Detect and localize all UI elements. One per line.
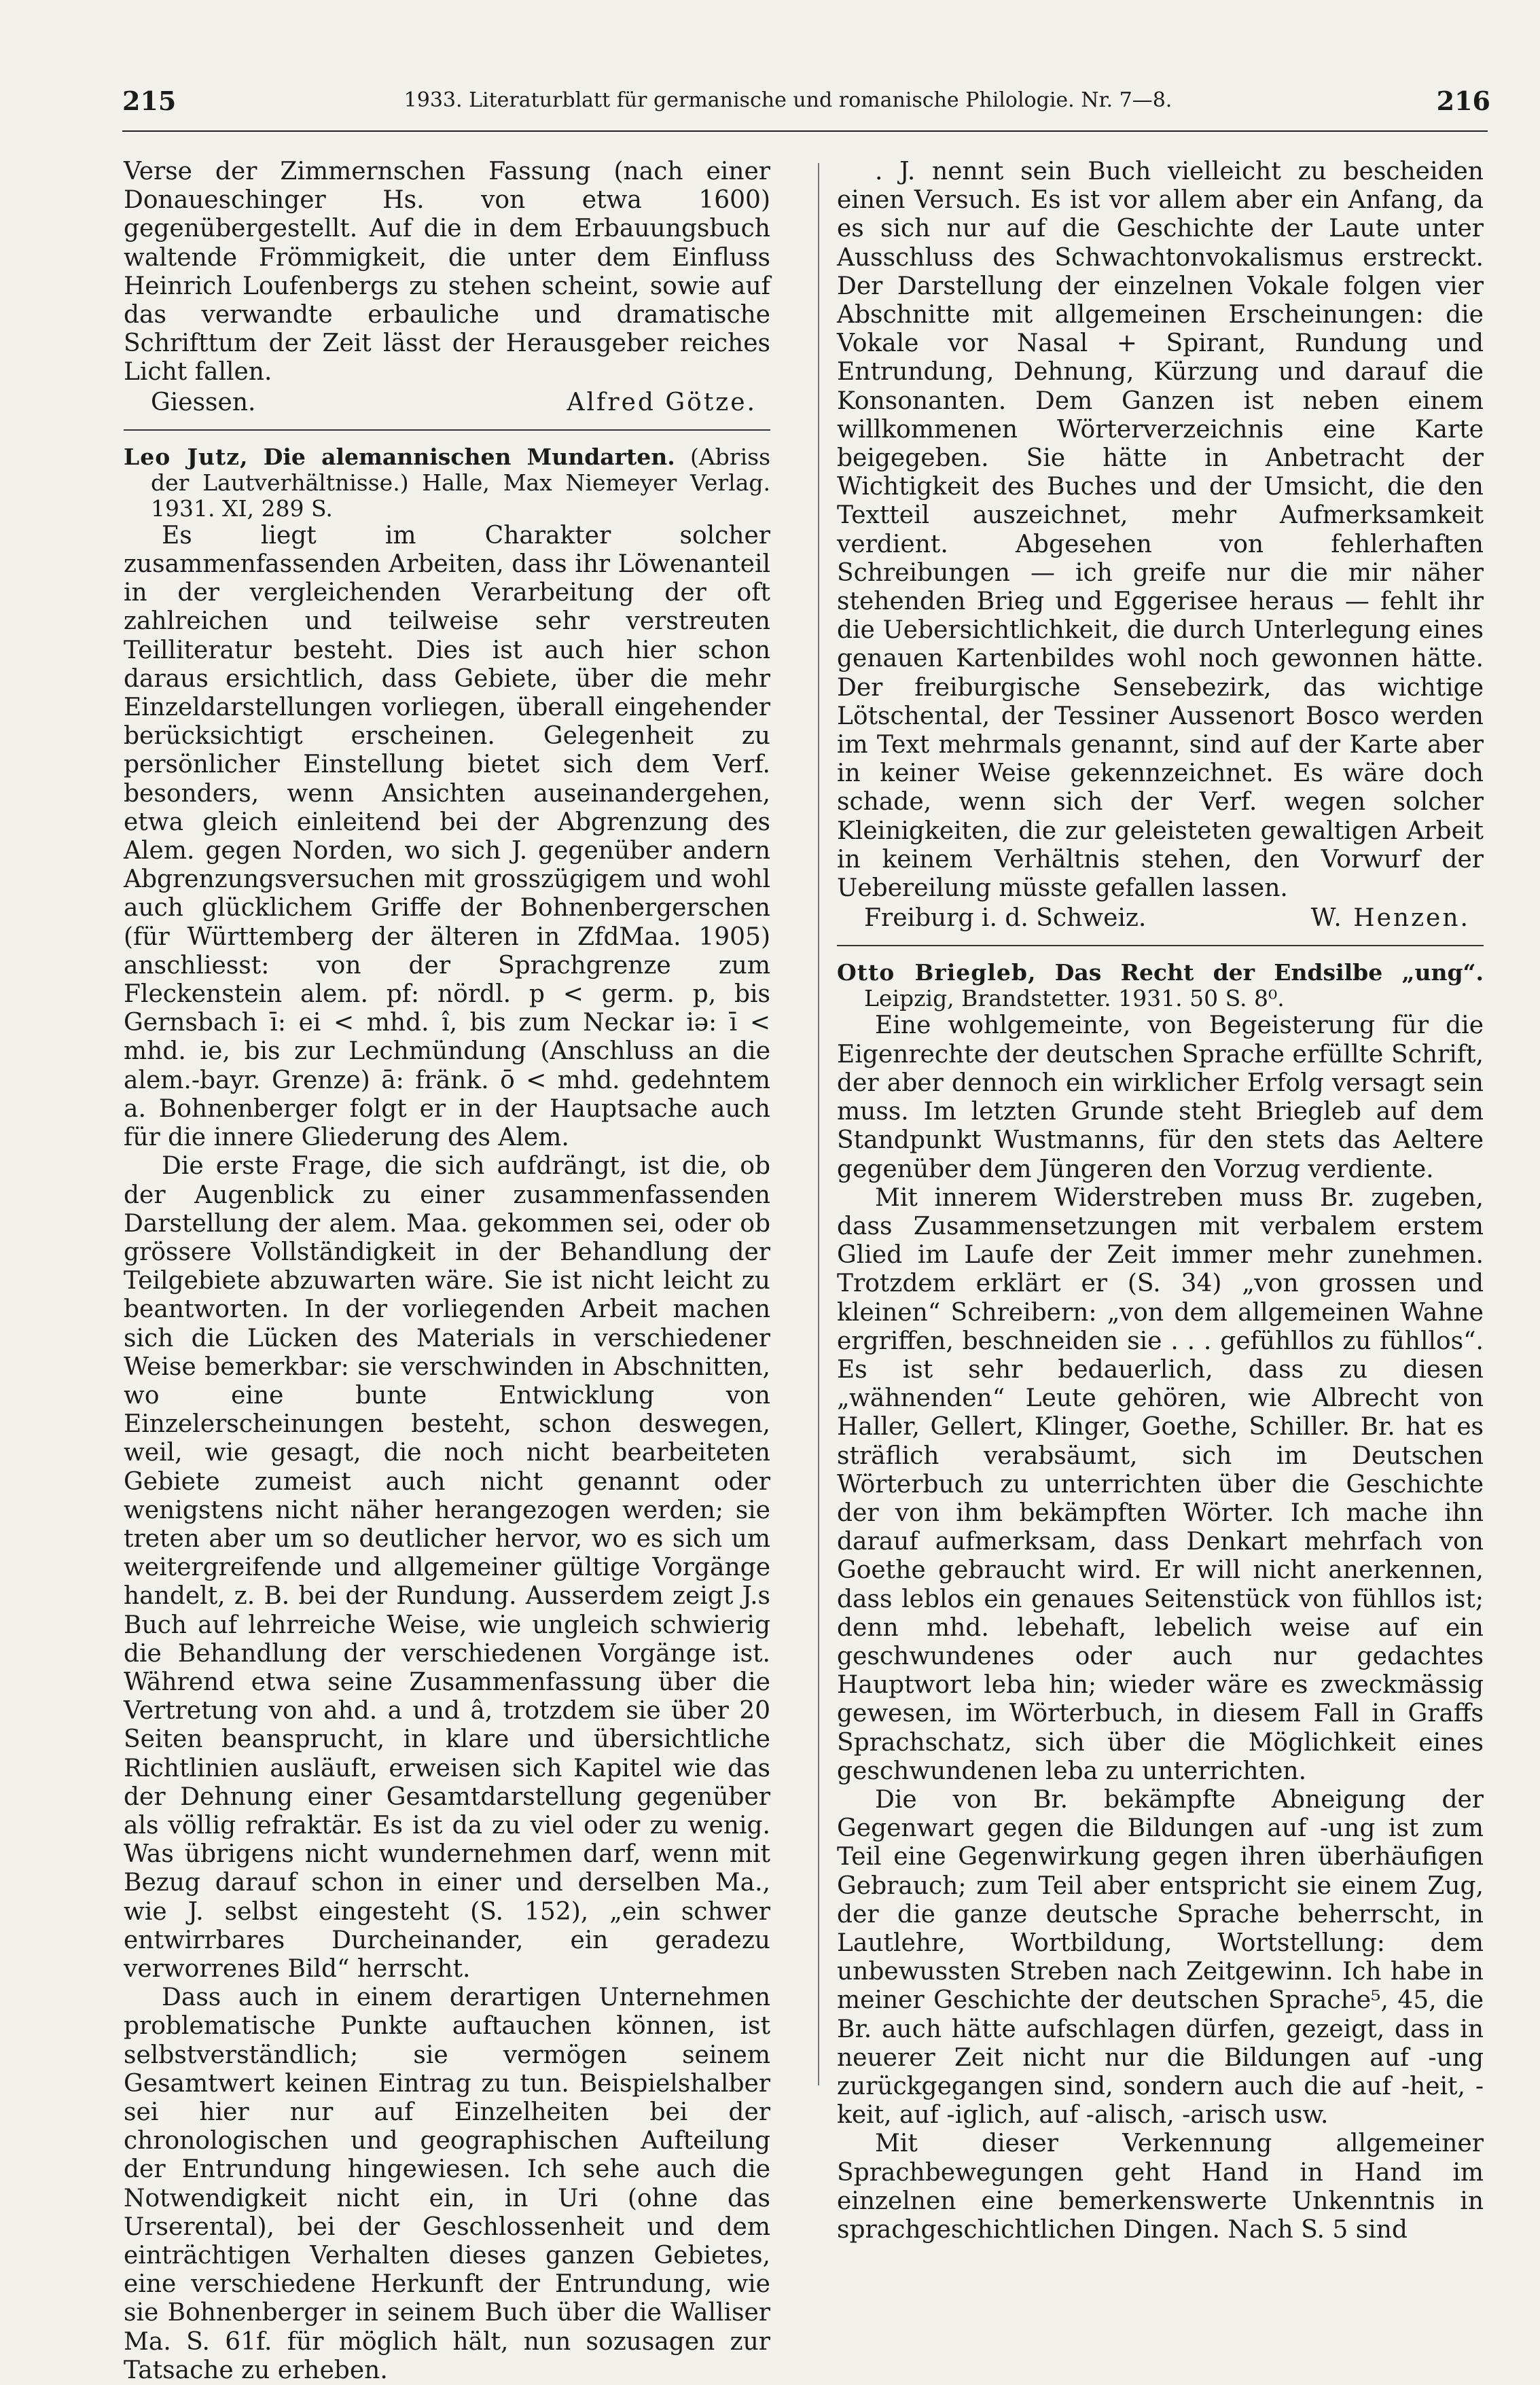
paragraph: Mit dieser Verkennung allgemeiner Sprachbewegungen geht Hand in Hand im einzelnen eine bemerkenswerte Unkenntnis in sprachgeschichtlichen Dingen. Nach S. 5 sind xyxy=(837,2130,1484,2244)
review-heading xyxy=(124,444,770,522)
signoff-place: Giessen. xyxy=(151,388,256,416)
running-header xyxy=(82,82,1494,129)
signoff-name: W. Henzen. xyxy=(1310,904,1470,933)
header-rule xyxy=(122,130,1488,132)
signoff xyxy=(837,904,1484,933)
page-number-left: 215 xyxy=(122,86,177,116)
paragraph: Verse der Zimmernschen Fassung (nach einer Donaueschinger Hs. von etwa 1600) gegenübergestellt. Auf die in dem Erbauungsbuch waltende Frömmigkeit, die unter dem Einfluss Heinrich Loufenbergs zu stehen scheint, sowie auf das verwandte erbauliche und dramatische Schrifttum der Zeit lässt der Herausgeber reiches Licht fallen. xyxy=(124,158,770,387)
paragraph: Dass auch in einem derartigen Unternehmen problematische Punkte auftauchen können, ist selbstverständlich; sie vermögen seinem Gesamtwert keinen Eintrag zu tun. Beispielshalber sei hier nur auf Einzelheiten bei der chronologischen und geographischen Aufteilung der Entrundung hingewiesen. Ich sehe auch die Notwendigkeit nicht ein, in Uri (ohne das Urserental), bei der Geschlossenheit und dem einträchtigen Verhalten dieses ganzen Gebietes, eine verschiedene Herkunft der Entrundung, wie sie Bohnenberger in seinem Buch über die Walliser Ma. S. 61f. für möglich hält, nun sozusagen zur Tatsache zu erheben. xyxy=(124,1984,770,2384)
review-separator xyxy=(124,429,770,431)
paragraph: Mit innerem Widerstreben muss Br. zugeben, dass Zusammensetzungen mit verbalem erstem Glied im Laufe der Zeit immer mehr zunehmen. Trotzdem erklärt er (S. 34) „von grossen und kleinen“ Schreibern: „von dem allgemeinen Wahne ergriffen, beschneiden sie . . . gefühllos zu fühllos“. Es ist sehr bedauerlich, dass zu diesen „wähnenden“ Leute gehören, wie Albrecht von Haller, Gellert, Klinger, Goethe, Schiller. Br. hat es sträflich verabsäumt, sich im Deutschen Wörterbuch zu unterrichten über die Geschichte der von ihm bekämpften Wörter. Ich mache ihn darauf aufmerksam, dass Denkart mehrfach von Goethe gebraucht wird. Er will nicht anerkennen, dass leblos ein genaues Seitenstück von fühllos ist; denn mhd. lebehaft, lebelich weise auf ein geschwundenes oder auch nur gedachtes Hauptwort leba hin; wieder wäre es zweckmässig gewesen, im Wörterbuch, in diesem Fall in Graffs Sprachschatz, sich über die Möglichkeit eines geschwundenen leba zu unterrichten. xyxy=(837,1183,1484,1785)
signoff xyxy=(124,389,770,417)
journal-header: 1933. Literaturblatt für germanische und romanische Philologie. Nr. 7—8. xyxy=(404,88,1172,112)
paragraph: Eine wohlgemeinte, von Begeisterung für die Eigenrechte der deutschen Sprache erfüllte Schrift, der aber dennoch ein wirklicher Erfolg versagt sein muss. Im letzten Grunde steht Briegleb auf dem Standpunkt Wustmanns, für den stets das Aeltere gegenüber dem Jüngeren den Vorzug verdiente. xyxy=(837,1011,1484,1183)
paragraph: Es liegt im Charakter solcher zusammenfassenden Arbeiten, dass ihr Löwenanteil in der vergleichenden Verarbeitung der oft zahlreichen und teilweise sehr verstreuten Teilliteratur besteht. Dies ist auch hier schon daraus ersichtlich, dass Gebiete, über die mehr Einzeldarstellungen vorliegen, überall eingehender berücksichtigt erscheinen. Gelegenheit zu persönlicher Einstellung bietet sich dem Verf. besonders, wenn Ansichten auseinandergehen, etwa gleich einleitend bei der Abgrenzung des Alem. gegen Norden, wo sich J. gegenüber andern Abgrenzungsversuchen mit grosszügigem und wohl auch glücklichem Griffe der Bohnenbergerschen (für Württemberg der älteren in ZfdMaa. 1905) anschliesst: von der Sprachgrenze zum Fleckenstein alem. pf: nördl. p < germ. p, bis Gernsbach ī: ei < mhd. î, bis zum Neckar iə: ī < mhd. ie, bis zur Lechmündung (Anschluss an die alem.-bayr. Grenze) ā: fränk. ō < mhd. gedehntem a. Bohnenberger folgt er in der Hauptsache auch für die innere Gliederung des Alem. xyxy=(124,521,770,1152)
review-separator xyxy=(837,945,1484,946)
review-publication: (Abriss der Lautverhältnisse.) Halle, Max Niemeyer Verlag. 1931. XI, 289 S. xyxy=(151,443,770,522)
review-title: Die alemannischen Mundarten. xyxy=(263,443,675,470)
column-divider xyxy=(818,163,819,2085)
right-column xyxy=(837,158,1484,2244)
review-author: Otto Briegleb, xyxy=(837,959,1037,986)
left-column xyxy=(124,158,770,2385)
review-publication: Leipzig, Brandstetter. 1931. 50 S. 8⁰. xyxy=(864,985,1285,1012)
signoff-place: Freiburg i. d. Schweiz. xyxy=(864,904,1147,933)
page-number-right: 216 xyxy=(1436,86,1490,116)
signoff-name: Alfred Götze. xyxy=(567,388,757,416)
paragraph: Die von Br. bekämpfte Abneigung der Gegenwart gegen die Bildungen auf -ung ist zum Teil eine Gegenwirkung gegen ihren überhäufigen Gebrauch; zum Teil aber entspricht sie einem Zug, der die ganze deutsche Sprache beherrscht, in Lautlehre, Wortbildung, Wortstellung: dem unbewussten Streben nach Zeitgewinn. Ich habe in meiner Geschichte der deutschen Sprache⁵, 45, die Br. auch hätte aufschlagen dürfen, gezeigt, dass in neuerer Zeit nicht nur die Bildungen auf -ung zurückgegangen sind, sondern auch die auf -heit, -keit, auf -iglich, auf -alisch, -arisch usw. xyxy=(837,1785,1484,2130)
paragraph: . J. nennt sein Buch vielleicht zu bescheiden einen Versuch. Es ist vor allem aber ein Anfang, da es sich nur auf die Geschichte der Laute unter Ausschluss des Schwachtonvokalismus erstreckt. Der Darstellung der einzelnen Vokale folgen vier Abschnitte mit allgemeinen Erscheinungen: die Vokale vor Nasal + Spirant, Rundung und Entrundung, Dehnung, Kürzung und darauf die Konsonanten. Dem Ganzen ist neben einem willkommenen Wörterverzeichnis eine Karte beigegeben. Sie hätte in Anbetracht der Wichtigkeit des Buches und der Umsicht, die den Textteil auszeichnet, mehr Aufmerksamkeit verdient. Abgesehen von fehlerhaften Schreibungen — ich greife nur die mir näher stehenden Brieg und Eggerisee heraus — fehlt ihr die Uebersichtlichkeit, die durch Unterlegung eines genauen Kartenbildes wohl noch gewonnen hätte. Der freiburgische Sensebezirk, das wichtige Lötschental, der Tessiner Aussenort Bosco werden im Text mehrmals genannt, sind auf der Karte aber in keiner Weise gekennzeichnet. Es wäre doch schade, wenn sich der Verf. wegen solcher Kleinigkeiten, die zur geleisteten gewaltigen Arbeit in keinem Verhältnis stehen, den Vorwurf der Uebereilung müsste gefallen lassen. xyxy=(837,158,1484,903)
review-title: Das Recht der Endsilbe „ung“. xyxy=(1054,959,1484,986)
paragraph: Die erste Frage, die sich aufdrängt, ist die, ob der Augenblick zu einer zusammenfassenden Darstellung der alem. Maa. gekommen sei, oder ob grössere Vollständigkeit in der Behandlung der Teilgebiete abzuwarten wäre. Sie ist nicht leicht zu beantworten. In der vorliegenden Arbeit machen sich die Lücken des Materials in verschiedener Weise bemerkbar: sie verschwinden in Abschnitten, wo eine bunte Entwicklung von Einzelerscheinungen besteht, schon deswegen, weil, wie gesagt, die noch nicht bearbeiteten Gebiete zumeist auch nicht genannt oder wenigstens nicht näher herangezogen werden; sie treten aber um so deutlicher hervor, wo es sich um weitergreifende und allgemeiner gültige Vorgänge handelt, z. B. bei der Rundung. Ausserdem zeigt J.s Buch auf lehrreiche Weise, wie ungleich schwierig die Behandlung der verschiedenen Vorgänge ist. Während etwa seine Zusammenfassung über die Vertretung von ahd. a und â, trotzdem sie über 20 Seiten beansprucht, in klare und übersichtliche Richtlinien ausläuft, erweisen sich Kapitel wie das der Dehnung einer Gesamtdarstellung gegenüber als völlig refraktär. Es ist da zu viel oder zu wenig. Was übrigens nicht wundernehmen darf, wenn mit Bezug darauf schon in einer und derselben Ma., wie J. selbst eingesteht (S. 152), „ein schwer entwirrbares Durcheinander, ein geradezu verworrenes Bild“ herrscht. xyxy=(124,1152,770,1983)
review-heading xyxy=(837,960,1484,1011)
review-author: Leo Jutz, xyxy=(124,443,249,470)
